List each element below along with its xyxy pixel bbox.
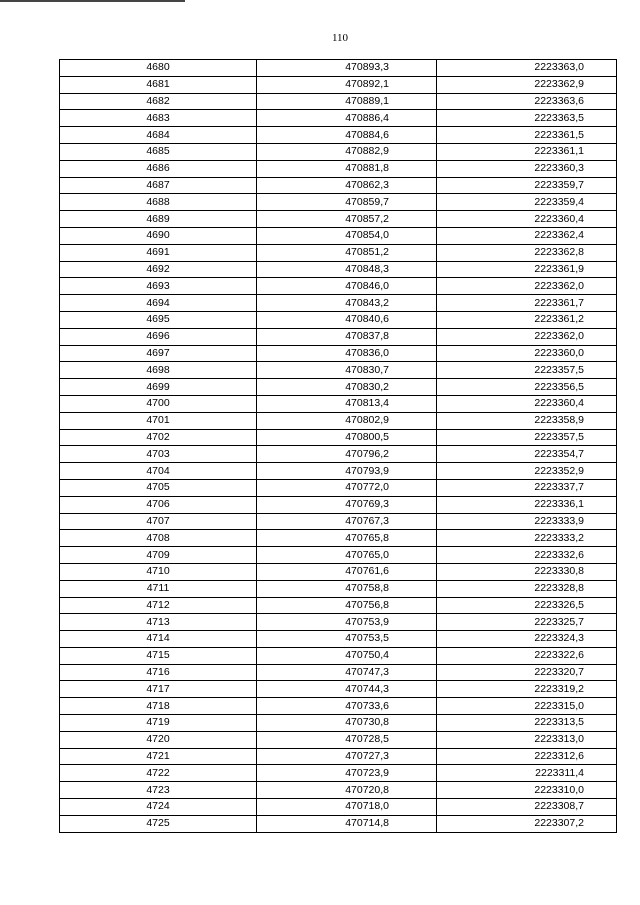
y-coordinate-cell: 2223362,4	[437, 227, 617, 244]
x-coordinate-cell: 470830,2	[257, 379, 437, 396]
x-coordinate-cell: 470767,3	[257, 513, 437, 530]
point-number-cell: 4680	[60, 60, 257, 77]
x-coordinate-cell: 470837,8	[257, 328, 437, 345]
table-row	[60, 328, 617, 345]
point-number-cell: 4687	[60, 177, 257, 194]
x-coordinate-cell: 470761,6	[257, 563, 437, 580]
point-number-cell: 4708	[60, 530, 257, 547]
point-number-cell: 4706	[60, 496, 257, 513]
table-row	[60, 815, 617, 832]
y-coordinate-cell: 2223363,0	[437, 60, 617, 77]
x-coordinate-cell: 470747,3	[257, 664, 437, 681]
table-row	[60, 782, 617, 799]
point-number-cell: 4725	[60, 815, 257, 832]
y-coordinate-cell: 2223352,9	[437, 463, 617, 480]
y-coordinate-cell: 2223310,0	[437, 782, 617, 799]
x-coordinate-cell: 470843,2	[257, 295, 437, 312]
y-coordinate-cell: 2223361,2	[437, 311, 617, 328]
table-row	[60, 160, 617, 177]
y-coordinate-cell: 2223358,9	[437, 412, 617, 429]
point-number-cell: 4699	[60, 379, 257, 396]
x-coordinate-cell: 470854,0	[257, 227, 437, 244]
table-row	[60, 127, 617, 144]
point-number-cell: 4711	[60, 580, 257, 597]
x-coordinate-cell: 470813,4	[257, 395, 437, 412]
y-coordinate-cell: 2223361,9	[437, 261, 617, 278]
point-number-cell: 4721	[60, 748, 257, 765]
table-row	[60, 76, 617, 93]
x-coordinate-cell: 470744,3	[257, 681, 437, 698]
point-number-cell: 4707	[60, 513, 257, 530]
x-coordinate-cell: 470862,3	[257, 177, 437, 194]
point-number-cell: 4696	[60, 328, 257, 345]
table-row	[60, 429, 617, 446]
table-row	[60, 379, 617, 396]
y-coordinate-cell: 2223313,0	[437, 731, 617, 748]
point-number-cell: 4705	[60, 479, 257, 496]
point-number-cell: 4691	[60, 244, 257, 261]
y-coordinate-cell: 2223324,3	[437, 631, 617, 648]
table-row	[60, 647, 617, 664]
point-number-cell: 4690	[60, 227, 257, 244]
y-coordinate-cell: 2223357,5	[437, 429, 617, 446]
table-row	[60, 698, 617, 715]
x-coordinate-cell: 470720,8	[257, 782, 437, 799]
table-row	[60, 143, 617, 160]
x-coordinate-cell: 470727,3	[257, 748, 437, 765]
y-coordinate-cell: 2223336,1	[437, 496, 617, 513]
y-coordinate-cell: 2223362,0	[437, 278, 617, 295]
y-coordinate-cell: 2223362,9	[437, 76, 617, 93]
table-row	[60, 295, 617, 312]
table-row	[60, 748, 617, 765]
y-coordinate-cell: 2223354,7	[437, 446, 617, 463]
point-number-cell: 4693	[60, 278, 257, 295]
table-row	[60, 278, 617, 295]
point-number-cell: 4692	[60, 261, 257, 278]
x-coordinate-cell: 470730,8	[257, 715, 437, 732]
point-number-cell: 4689	[60, 211, 257, 228]
x-coordinate-cell: 470882,9	[257, 143, 437, 160]
coordinates-table-body	[60, 60, 617, 833]
point-number-cell: 4682	[60, 93, 257, 110]
point-number-cell: 4694	[60, 295, 257, 312]
point-number-cell: 4722	[60, 765, 257, 782]
x-coordinate-cell: 470753,5	[257, 631, 437, 648]
coordinates-table	[59, 59, 617, 833]
x-coordinate-cell: 470769,3	[257, 496, 437, 513]
x-coordinate-cell: 470750,4	[257, 647, 437, 664]
point-number-cell: 4723	[60, 782, 257, 799]
x-coordinate-cell: 470802,9	[257, 412, 437, 429]
point-number-cell: 4714	[60, 631, 257, 648]
point-number-cell: 4685	[60, 143, 257, 160]
table-row	[60, 177, 617, 194]
y-coordinate-cell: 2223333,9	[437, 513, 617, 530]
table-row	[60, 496, 617, 513]
x-coordinate-cell: 470859,7	[257, 194, 437, 211]
table-row	[60, 479, 617, 496]
x-coordinate-cell: 470765,8	[257, 530, 437, 547]
point-number-cell: 4710	[60, 563, 257, 580]
y-coordinate-cell: 2223315,0	[437, 698, 617, 715]
point-number-cell: 4684	[60, 127, 257, 144]
x-coordinate-cell: 470733,6	[257, 698, 437, 715]
point-number-cell: 4712	[60, 597, 257, 614]
table-row	[60, 563, 617, 580]
point-number-cell: 4701	[60, 412, 257, 429]
table-row	[60, 93, 617, 110]
y-coordinate-cell: 2223307,2	[437, 815, 617, 832]
y-coordinate-cell: 2223330,8	[437, 563, 617, 580]
table-row	[60, 681, 617, 698]
x-coordinate-cell: 470840,6	[257, 311, 437, 328]
y-coordinate-cell: 2223360,3	[437, 160, 617, 177]
x-coordinate-cell: 470881,8	[257, 160, 437, 177]
table-row	[60, 664, 617, 681]
x-coordinate-cell: 470796,2	[257, 446, 437, 463]
y-coordinate-cell: 2223311,4	[437, 765, 617, 782]
x-coordinate-cell: 470857,2	[257, 211, 437, 228]
table-row	[60, 362, 617, 379]
y-coordinate-cell: 2223360,0	[437, 345, 617, 362]
y-coordinate-cell: 2223320,7	[437, 664, 617, 681]
x-coordinate-cell: 470753,9	[257, 614, 437, 631]
table-row	[60, 463, 617, 480]
table-row	[60, 799, 617, 816]
table-row	[60, 412, 617, 429]
x-coordinate-cell: 470892,1	[257, 76, 437, 93]
point-number-cell: 4715	[60, 647, 257, 664]
y-coordinate-cell: 2223361,7	[437, 295, 617, 312]
y-coordinate-cell: 2223362,8	[437, 244, 617, 261]
x-coordinate-cell: 470851,2	[257, 244, 437, 261]
table-row	[60, 580, 617, 597]
y-coordinate-cell: 2223363,6	[437, 93, 617, 110]
x-coordinate-cell: 470884,6	[257, 127, 437, 144]
table-row	[60, 446, 617, 463]
x-coordinate-cell: 470728,5	[257, 731, 437, 748]
point-number-cell: 4716	[60, 664, 257, 681]
x-coordinate-cell: 470714,8	[257, 815, 437, 832]
table-row	[60, 715, 617, 732]
point-number-cell: 4688	[60, 194, 257, 211]
point-number-cell: 4713	[60, 614, 257, 631]
y-coordinate-cell: 2223363,5	[437, 110, 617, 127]
y-coordinate-cell: 2223326,5	[437, 597, 617, 614]
y-coordinate-cell: 2223325,7	[437, 614, 617, 631]
point-number-cell: 4703	[60, 446, 257, 463]
x-coordinate-cell: 470836,0	[257, 345, 437, 362]
point-number-cell: 4697	[60, 345, 257, 362]
table-row	[60, 227, 617, 244]
y-coordinate-cell: 2223356,5	[437, 379, 617, 396]
table-row	[60, 110, 617, 127]
x-coordinate-cell: 470830,7	[257, 362, 437, 379]
point-number-cell: 4720	[60, 731, 257, 748]
x-coordinate-cell: 470765,0	[257, 547, 437, 564]
y-coordinate-cell: 2223359,7	[437, 177, 617, 194]
point-number-cell: 4717	[60, 681, 257, 698]
y-coordinate-cell: 2223360,4	[437, 211, 617, 228]
top-scan-rule	[0, 0, 185, 2]
table-row	[60, 211, 617, 228]
y-coordinate-cell: 2223328,8	[437, 580, 617, 597]
point-number-cell: 4698	[60, 362, 257, 379]
y-coordinate-cell: 2223362,0	[437, 328, 617, 345]
page-number: 110	[331, 32, 349, 44]
table-row	[60, 614, 617, 631]
table-row	[60, 597, 617, 614]
y-coordinate-cell: 2223333,2	[437, 530, 617, 547]
table-row	[60, 731, 617, 748]
table-row	[60, 261, 617, 278]
point-number-cell: 4704	[60, 463, 257, 480]
table-row	[60, 513, 617, 530]
x-coordinate-cell: 470718,0	[257, 799, 437, 816]
y-coordinate-cell: 2223361,5	[437, 127, 617, 144]
point-number-cell: 4718	[60, 698, 257, 715]
table-row	[60, 345, 617, 362]
y-coordinate-cell: 2223359,4	[437, 194, 617, 211]
y-coordinate-cell: 2223332,6	[437, 547, 617, 564]
y-coordinate-cell: 2223319,2	[437, 681, 617, 698]
point-number-cell: 4724	[60, 799, 257, 816]
x-coordinate-cell: 470848,3	[257, 261, 437, 278]
table-row	[60, 530, 617, 547]
x-coordinate-cell: 470846,0	[257, 278, 437, 295]
y-coordinate-cell: 2223312,6	[437, 748, 617, 765]
x-coordinate-cell: 470723,9	[257, 765, 437, 782]
table-row	[60, 631, 617, 648]
x-coordinate-cell: 470758,8	[257, 580, 437, 597]
point-number-cell: 4695	[60, 311, 257, 328]
x-coordinate-cell: 470756,8	[257, 597, 437, 614]
table-row	[60, 765, 617, 782]
table-row	[60, 194, 617, 211]
x-coordinate-cell: 470772,0	[257, 479, 437, 496]
table-row	[60, 60, 617, 77]
point-number-cell: 4719	[60, 715, 257, 732]
point-number-cell: 4683	[60, 110, 257, 127]
point-number-cell: 4702	[60, 429, 257, 446]
x-coordinate-cell: 470793,9	[257, 463, 437, 480]
table-row	[60, 244, 617, 261]
x-coordinate-cell: 470886,4	[257, 110, 437, 127]
y-coordinate-cell: 2223337,7	[437, 479, 617, 496]
y-coordinate-cell: 2223361,1	[437, 143, 617, 160]
point-number-cell: 4709	[60, 547, 257, 564]
y-coordinate-cell: 2223308,7	[437, 799, 617, 816]
x-coordinate-cell: 470800,5	[257, 429, 437, 446]
y-coordinate-cell: 2223313,5	[437, 715, 617, 732]
y-coordinate-cell: 2223360,4	[437, 395, 617, 412]
point-number-cell: 4681	[60, 76, 257, 93]
x-coordinate-cell: 470889,1	[257, 93, 437, 110]
y-coordinate-cell: 2223322,6	[437, 647, 617, 664]
table-row	[60, 547, 617, 564]
x-coordinate-cell: 470893,3	[257, 60, 437, 77]
table-row	[60, 395, 617, 412]
table-row	[60, 311, 617, 328]
point-number-cell: 4686	[60, 160, 257, 177]
point-number-cell: 4700	[60, 395, 257, 412]
y-coordinate-cell: 2223357,5	[437, 362, 617, 379]
